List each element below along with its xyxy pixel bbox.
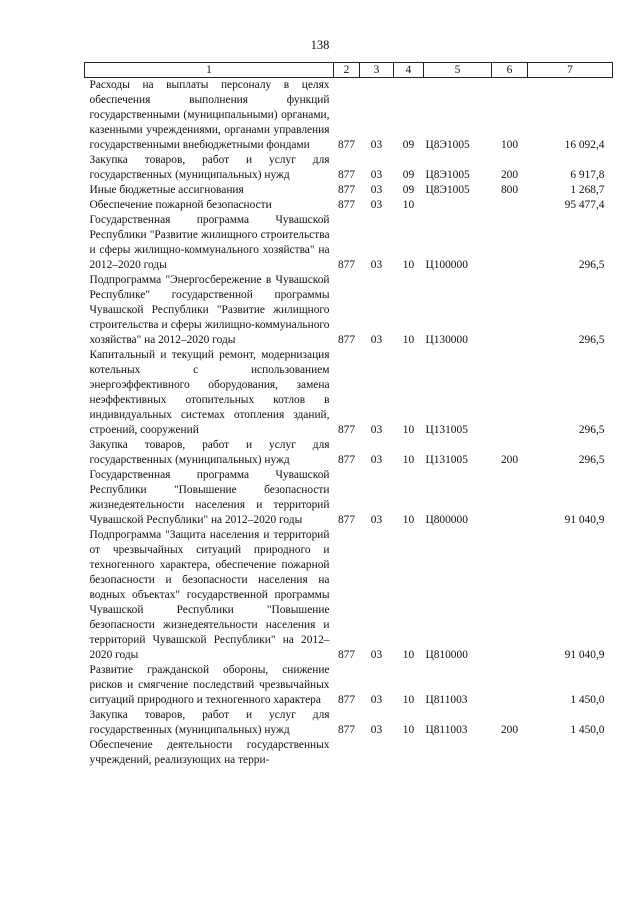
row-name: Закупка товаров, работ и услуг для государственных (муниципальных) нужд — [89, 154, 330, 181]
amount: 296,5 — [578, 424, 605, 436]
expense-type-code — [492, 738, 528, 768]
amount: 1 450,0 — [570, 694, 605, 706]
expense-type-code — [492, 273, 528, 348]
section-code: 03 — [370, 424, 383, 436]
row-name: Обеспечение деятельности государственных учреждений, реализующих на терри- — [89, 739, 330, 766]
ministry-code: 877 — [337, 184, 356, 196]
target-article-code: Ц130000 — [425, 334, 468, 346]
amount — [528, 738, 613, 768]
subsection-code: 10 — [402, 724, 415, 736]
subsection-code: 10 — [402, 694, 415, 706]
amount: 296,5 — [578, 454, 605, 466]
subsection-code: 09 — [402, 169, 415, 181]
table-row — [85, 438, 613, 468]
column-header: 7 — [528, 63, 613, 78]
target-article-code: Ц131005 — [425, 424, 468, 436]
subsection-code — [394, 738, 424, 768]
ministry-code: 877 — [337, 199, 356, 211]
subsection-code: 10 — [402, 454, 415, 466]
column-number-row — [85, 63, 613, 78]
section-code: 03 — [370, 184, 383, 196]
section-code: 03 — [370, 169, 383, 181]
amount: 6 917,8 — [570, 169, 605, 181]
ministry-code: 877 — [337, 139, 356, 151]
amount: 91 040,9 — [564, 649, 605, 661]
row-name: Государственная программа Чувашской Республики "Развитие жилищного строительства и сферы жилищно-коммунального хозяйства" на 2012–2020 годы — [89, 214, 330, 271]
ministry-code: 877 — [337, 169, 356, 181]
ministry-code: 877 — [337, 649, 356, 661]
subsection-code: 09 — [402, 139, 415, 151]
target-article-code: Ц811003 — [425, 694, 468, 706]
table-row — [85, 468, 613, 528]
subsection-code: 09 — [402, 184, 415, 196]
ministry-code: 877 — [337, 694, 356, 706]
expense-type-code — [492, 348, 528, 438]
amount: 1 268,7 — [570, 184, 605, 196]
expense-type-code — [492, 528, 528, 663]
expense-type-code: 100 — [500, 139, 519, 151]
ministry-code — [334, 738, 360, 768]
target-article-code: Ц811003 — [425, 724, 468, 736]
subsection-code: 10 — [402, 334, 415, 346]
subsection-code: 10 — [402, 199, 415, 211]
target-article-code: Ц8Э1005 — [425, 169, 470, 181]
table-row — [85, 348, 613, 438]
row-name: Закупка товаров, работ и услуг для государственных (муниципальных) нужд — [89, 709, 330, 736]
column-header: 6 — [492, 63, 528, 78]
amount: 296,5 — [578, 259, 605, 271]
target-article-code — [424, 738, 492, 768]
section-code: 03 — [370, 514, 383, 526]
table-row — [85, 528, 613, 663]
table-row — [85, 663, 613, 708]
subsection-code: 10 — [402, 514, 415, 526]
target-article-code: Ц8Э1005 — [425, 139, 470, 151]
ministry-code: 877 — [337, 259, 356, 271]
table-row — [85, 273, 613, 348]
ministry-code: 877 — [337, 514, 356, 526]
ministry-code: 877 — [337, 334, 356, 346]
section-code — [360, 738, 394, 768]
table-row — [85, 153, 613, 183]
column-header: 5 — [424, 63, 492, 78]
target-article-code: Ц810000 — [425, 649, 468, 661]
table-body — [85, 78, 613, 769]
subsection-code: 10 — [402, 649, 415, 661]
section-code: 03 — [370, 694, 383, 706]
section-code: 03 — [370, 649, 383, 661]
section-code: 03 — [370, 199, 383, 211]
row-name: Подпрограмма "Энергосбережение в Чувашской Республике" государственной программы Чувашской Республики "Развитие жилищного строительства и сферы жилищно-коммунального хозяйства" на 2012–2020 годы — [89, 274, 330, 346]
amount: 16 092,4 — [564, 139, 605, 151]
subsection-code: 10 — [402, 259, 415, 271]
expense-type-code: 800 — [500, 184, 519, 196]
amount: 95 477,4 — [564, 199, 605, 211]
expense-type-code — [492, 198, 528, 213]
row-name: Капитальный и текущий ремонт, модернизация котельных с использованием энергоэффективного оборудования, замена неэффективных отопительных котлов в индивидуальных системах отопления зданий, строений, сооружений — [89, 349, 330, 436]
table-row — [85, 78, 613, 154]
target-article-code: Ц100000 — [425, 259, 468, 271]
row-name: Обеспечение пожарной безопасности — [89, 199, 272, 211]
column-header: 4 — [394, 63, 424, 78]
expense-type-code — [492, 663, 528, 708]
section-code: 03 — [370, 139, 383, 151]
section-code: 03 — [370, 454, 383, 466]
row-name: Иные бюджетные ассигнования — [89, 184, 244, 196]
row-name: Государственная программа Чувашской Республики "Повышение безопасности жизнедеятельности населения и территорий Чувашской Республики" на 2012–2020 годы — [89, 469, 330, 526]
target-article-code — [424, 198, 492, 213]
row-name: Расходы на выплаты персоналу в целях обеспечения выполнения функций государственными (муниципальными) органами, казенными учреждениями, органами управления государственными внебюджетными фондами — [89, 79, 330, 151]
section-code: 03 — [370, 724, 383, 736]
subsection-code: 10 — [402, 424, 415, 436]
expense-type-code: 200 — [500, 724, 519, 736]
column-header: 3 — [360, 63, 394, 78]
section-code: 03 — [370, 259, 383, 271]
ministry-code: 877 — [337, 454, 356, 466]
page-number: 138 — [310, 38, 330, 52]
table-row — [85, 738, 613, 768]
table-row — [85, 183, 613, 198]
expense-type-code: 200 — [500, 169, 519, 181]
amount: 296,5 — [578, 334, 605, 346]
amount: 91 040,9 — [564, 514, 605, 526]
table-row — [85, 708, 613, 738]
budget-table — [84, 62, 613, 768]
expense-type-code — [492, 468, 528, 528]
row-name: Подпрограмма "Защита населения и территорий от чрезвычайных ситуаций природного и техногенного характера, обеспечение пожарной безопасности и безопасности населения на водных объектах" государственной программы Чувашской Республики "Повышение безопасности жизнедеятельности населения и территорий Чувашской Республики" на 2012–2020 годы — [89, 529, 330, 661]
column-header: 1 — [85, 63, 334, 78]
target-article-code: Ц800000 — [425, 514, 468, 526]
target-article-code: Ц131005 — [425, 454, 468, 466]
column-header: 2 — [334, 63, 360, 78]
ministry-code: 877 — [337, 424, 356, 436]
table-row — [85, 213, 613, 273]
section-code: 03 — [370, 334, 383, 346]
target-article-code: Ц8Э1005 — [425, 184, 470, 196]
amount: 1 450,0 — [570, 724, 605, 736]
ministry-code: 877 — [337, 724, 356, 736]
expense-type-code — [492, 213, 528, 273]
row-name: Развитие гражданской обороны, снижение рисков и смягчение последствий чрезвычайных ситуаций природного и техногенного характера — [89, 664, 330, 706]
row-name: Закупка товаров, работ и услуг для государственных (муниципальных) нужд — [89, 439, 330, 466]
table-header — [85, 63, 613, 78]
expense-type-code: 200 — [500, 454, 519, 466]
table-row — [85, 198, 613, 213]
